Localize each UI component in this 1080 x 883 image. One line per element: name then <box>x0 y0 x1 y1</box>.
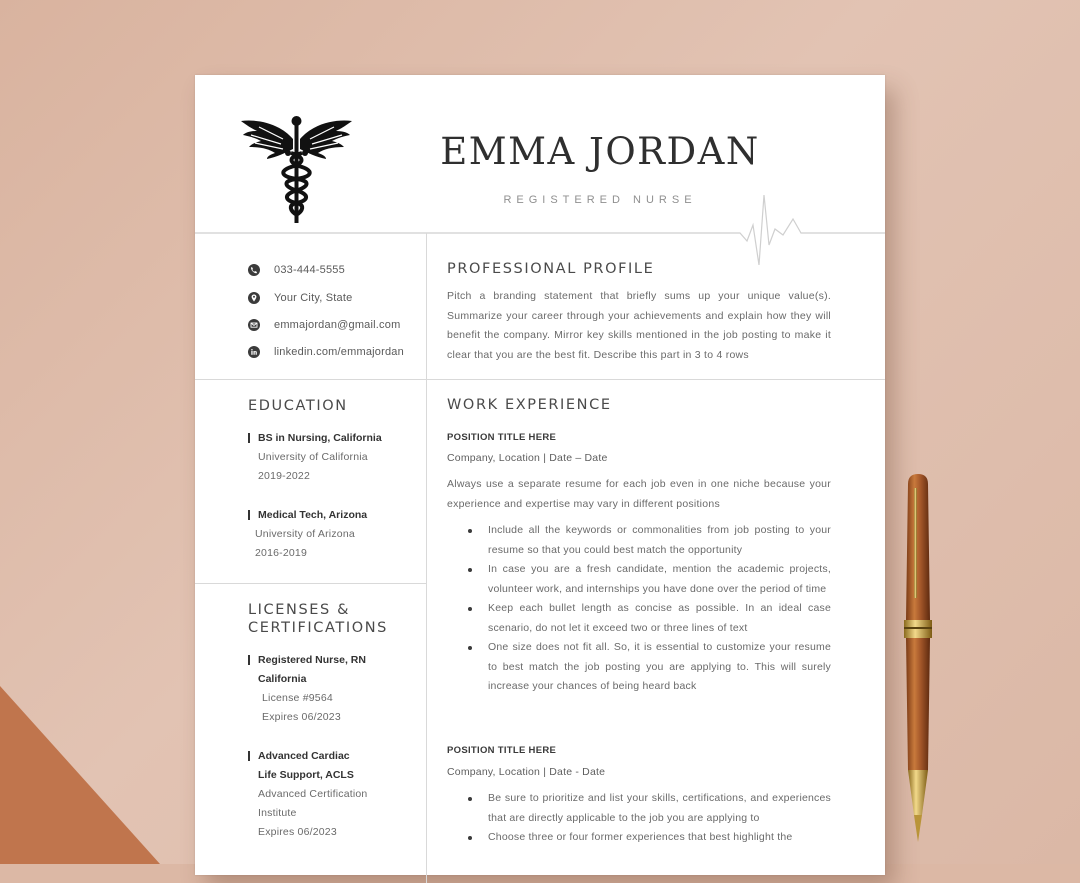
licenses-heading-line1: LICENSES & <box>248 602 350 618</box>
list-item <box>447 599 831 638</box>
work-heading: WORK EXPERIENCE <box>447 397 612 413</box>
phone-icon <box>248 264 260 276</box>
job-bullet-list <box>447 521 831 697</box>
list-item <box>447 789 831 828</box>
heartbeat-line-icon <box>195 185 885 265</box>
education-heading: EDUCATION <box>248 398 348 414</box>
license-detail: License #9564 <box>262 692 333 704</box>
candidate-title: REGISTERED NURSE <box>503 194 697 206</box>
candidate-name: EMMA JORDAN <box>440 130 760 173</box>
education-school: University of Arizona <box>255 528 355 540</box>
education-degree: BS in Nursing, California <box>258 432 382 444</box>
contact-email[interactable] <box>248 317 400 333</box>
ballpoint-pen-icon <box>898 470 942 855</box>
job-summary: Always use a separate resume for each job even in one niche because your experience and expertise may vary in different positions <box>447 478 831 510</box>
license-expiry: Expires 06/2023 <box>258 826 337 838</box>
entry-marker <box>248 433 250 443</box>
job-bullet-list <box>447 789 831 848</box>
license-name: Advanced Cardiac <box>258 750 350 762</box>
bullet-icon <box>468 607 472 611</box>
bullet-text: Be sure to prioritize and list your skills, certifications, and experiences that are directly applicable to the job you are applying to <box>488 792 831 824</box>
column-divider <box>426 233 427 883</box>
list-item <box>447 828 831 848</box>
education-degree: Medical Tech, Arizona <box>258 509 368 521</box>
licenses-heading <box>248 601 388 637</box>
linkedin-text: linkedin.com/emmajordan <box>274 346 404 358</box>
job-company-line: Company, Location | Date – Date <box>447 452 608 464</box>
bullet-icon <box>468 568 472 572</box>
education-school: University of California <box>258 451 368 463</box>
entry-marker <box>248 751 250 761</box>
email-text: emmajordan@gmail.com <box>274 319 401 331</box>
license-name-cont: California <box>258 673 307 685</box>
section-divider <box>195 583 426 584</box>
list-item <box>447 638 831 697</box>
license-detail: Advanced Certification <box>258 788 368 800</box>
entry-marker <box>248 655 250 665</box>
bullet-text: Include all the keywords or commonalities from job posting to your resume so that you could best match the opportunity <box>488 524 831 556</box>
contact-phone[interactable] <box>248 262 345 278</box>
job-position-title: POSITION TITLE HERE <box>447 432 557 443</box>
bullet-icon <box>468 646 472 650</box>
contact-linkedin[interactable] <box>248 344 404 360</box>
license-detail: Institute <box>258 807 297 819</box>
bullet-text: In case you are a fresh candidate, mention the academic projects, volunteer work, and internships you have done over the period of time <box>488 563 831 595</box>
education-entry <box>248 429 418 486</box>
license-entry <box>248 651 418 727</box>
section-divider <box>195 379 885 380</box>
email-icon <box>248 319 260 331</box>
bullet-text: Keep each bullet length as concise as possible. In an ideal case scenario, do not let it exceed two or three lines of text <box>488 602 831 634</box>
license-expiry: Expires 06/2023 <box>262 711 341 723</box>
resume-page <box>195 75 885 875</box>
bullet-icon <box>468 836 472 840</box>
location-pin-icon <box>248 292 260 304</box>
bullet-icon <box>468 797 472 801</box>
list-item <box>447 521 831 560</box>
profile-heading: PROFESSIONAL PROFILE <box>447 261 655 277</box>
license-name: Registered Nurse, RN <box>258 654 366 666</box>
list-item <box>447 560 831 599</box>
education-years: 2016-2019 <box>255 547 308 559</box>
contact-location <box>248 290 352 306</box>
bullet-text: One size does not fit all. So, it is essential to customize your resume to best match the job posting you are applying to. This will surely increase your chances of being heard back <box>488 641 831 692</box>
license-name-cont: Life Support, ACLS <box>258 769 354 781</box>
linkedin-icon <box>248 346 260 358</box>
bullet-icon <box>468 529 472 533</box>
licenses-heading-line2: CERTIFICATIONS <box>248 620 388 636</box>
education-entry <box>248 506 418 563</box>
job-position-title: POSITION TITLE HERE <box>447 745 557 756</box>
job-company-line: Company, Location | Date - Date <box>447 766 606 778</box>
location-text: Your City, State <box>274 292 353 304</box>
education-years: 2019-2022 <box>258 470 311 482</box>
phone-text: 033-444-5555 <box>274 264 345 276</box>
profile-text: Pitch a branding statement that briefly sums up your unique value(s). Summarize your career through your achievements and explain how they will benefit the company. Mirror key skills mentioned in the job posting to make it clear that you are the best fit. Describe this part in 3 to 4 rows <box>447 290 831 362</box>
license-entry <box>248 747 418 842</box>
entry-marker <box>248 510 250 520</box>
bullet-text: Choose three or four former experiences that best highlight the <box>488 831 793 843</box>
